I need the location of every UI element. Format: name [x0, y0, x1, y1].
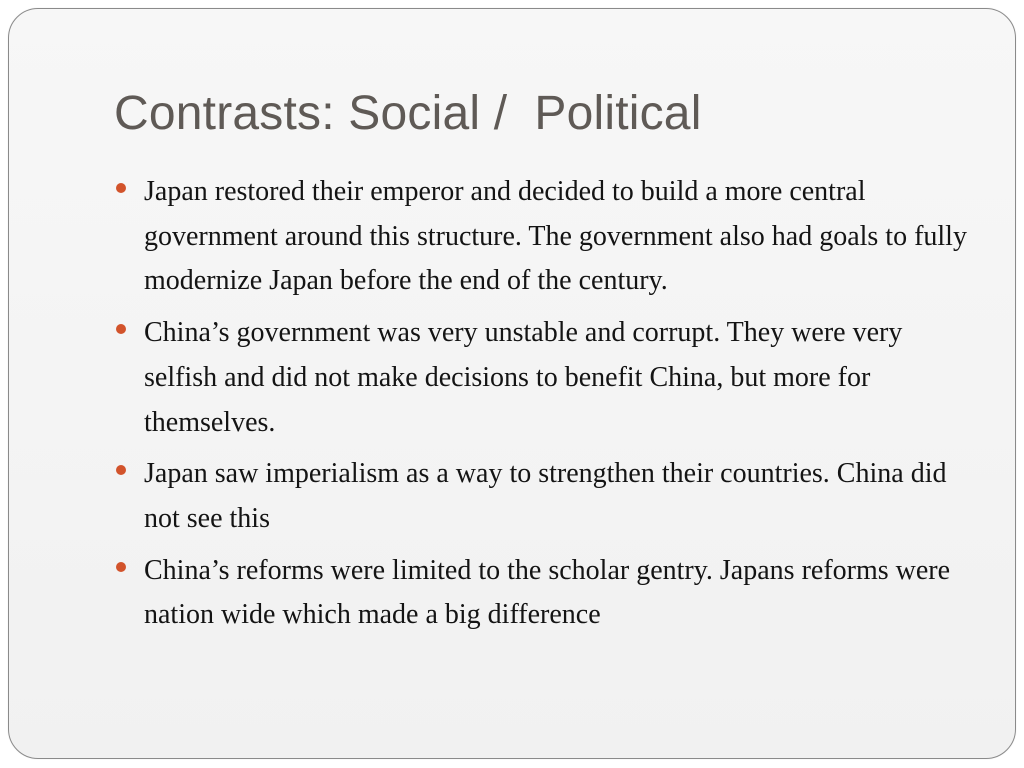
bullet-dot-icon	[116, 183, 126, 193]
bullet-text: China’s government was very unstable and corrupt. They were very selfish and did not make decisions to benefit China, but more for themselves.	[144, 317, 903, 438]
bullet-item	[144, 170, 974, 304]
bullet-item	[144, 311, 974, 445]
bullet-list	[144, 170, 974, 645]
slide-title: Contrasts: Social / Political	[114, 87, 702, 140]
bullet-text: China’s reforms were limited to the scholar gentry. Japans reforms were nation wide which made a big difference	[144, 554, 951, 631]
bullet-item	[144, 452, 974, 541]
bullet-text: Japan restored their emperor and decided to build a more central government around this structure. The government also had goals to fully modernize Japan before the end of the century.	[144, 176, 967, 297]
bullet-dot-icon	[116, 562, 126, 572]
bullet-item	[144, 549, 974, 638]
bullet-text: Japan saw imperialism as a way to strengthen their countries. China did not see this	[144, 458, 947, 534]
